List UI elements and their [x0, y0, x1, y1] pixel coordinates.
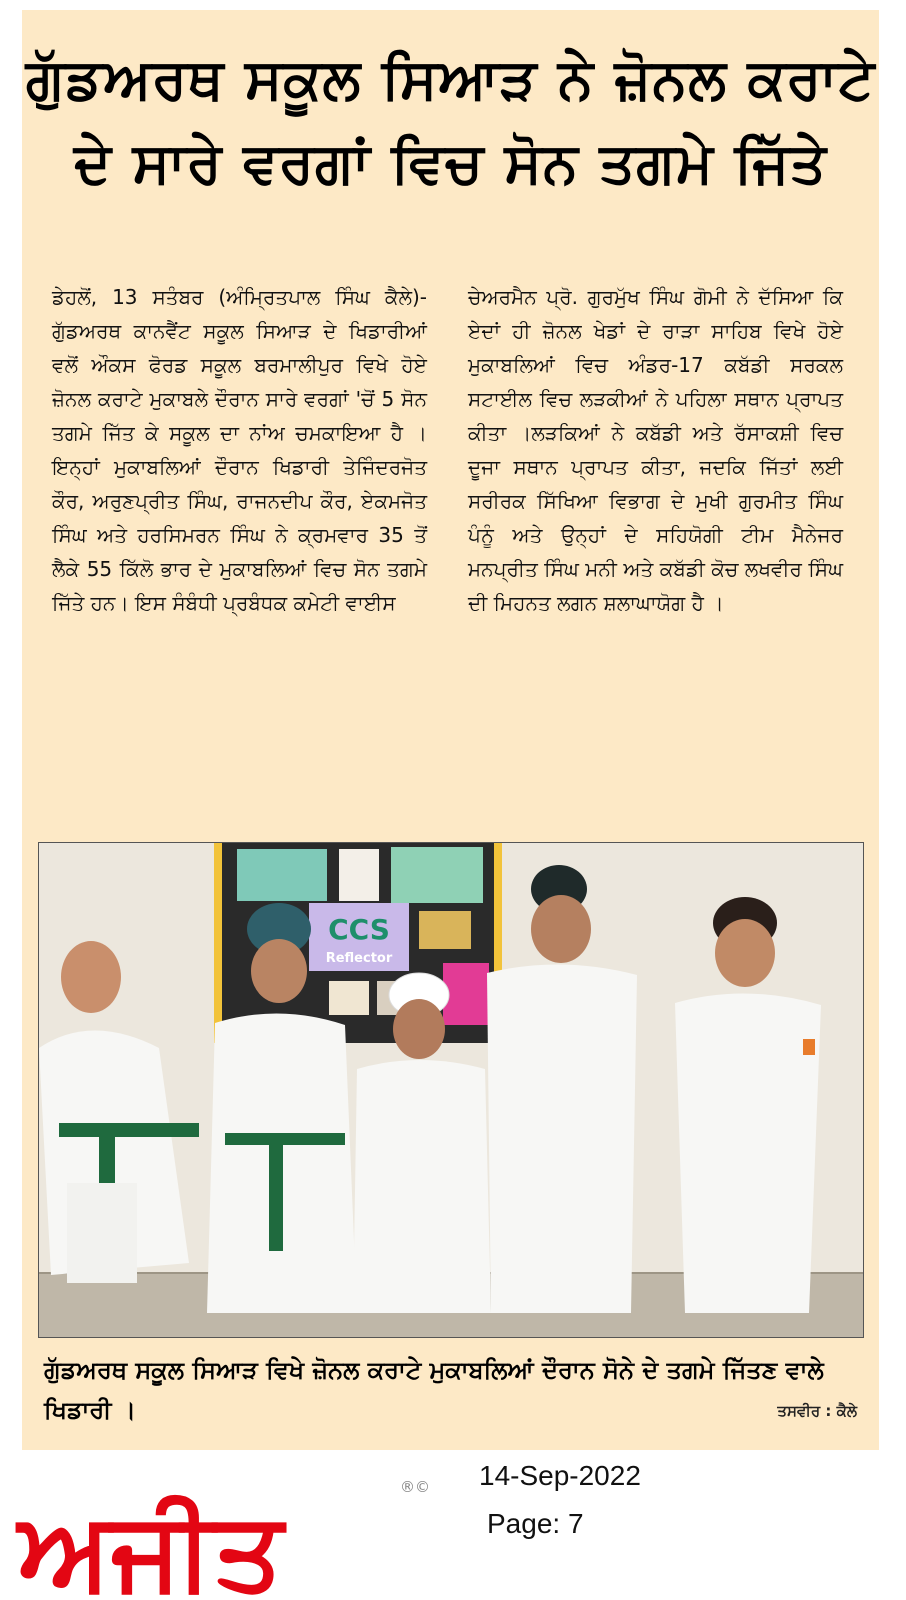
headline — [22, 38, 879, 206]
headline-line-2: ਦੇ ਸਾਰੇ ਵਰਗਾਂ ਵਿਚ ਸੋਨ ਤਗਮੇ ਜਿੱਤੇ — [74, 131, 827, 196]
page-number: Page: 7 — [487, 1508, 584, 1539]
photo-caption: ਗੁੱਡਅਰਥ ਸਕੂਲ ਸਿਆੜ ਵਿਖੇ ਜ਼ੋਨਲ ਕਰਾਟੇ ਮੁਕਾਬਲਿਆਂ ਦੌਰਾਨ ਸੋਨੇ ਦੇ ਤਗਮੇ ਜਿੱਤਣ ਵਾਲੇ ਖਿਡਾਰੀ । — [44, 1356, 824, 1424]
registered-marks: ®© — [400, 1478, 430, 1496]
team-photo — [38, 842, 864, 1338]
article-column-right: ਚੇਅਰਮੈਨ ਪ੍ਰੋ. ਗੁਰਮੁੱਖ ਸਿੰਘ ਗੋਮੀ ਨੇ ਦੱਸਿਆ ਕਿ ਏਦਾਂ ਹੀ ਜ਼ੋਨਲ ਖੇਡਾਂ ਦੇ ਰਾੜਾ ਸਾਹਿਬ ਵਿਖੇ ਹੋਏ ਮੁਕਾਬਲਿਆਂ ਵਿਚ ਅੰਡਰ-17 ਕਬੱਡੀ ਸਰਕਲ ਸਟਾਈਲ ਵਿਚ ਲੜਕੀਆਂ ਨੇ ਪਹਿਲਾ ਸਥਾਨ ਪ੍ਰਾਪਤ ਕੀਤਾ ।ਲੜਕਿਆਂ ਨੇ ਕਬੱਡੀ ਅਤੇ ਰੱਸਾਕਸ਼ੀ ਵਿਚ ਦੂਜਾ ਸਥਾਨ ਪ੍ਰਾਪਤ ਕੀਤਾ, ਜਦਕਿ ਜਿੱਤਾਂ ਲਈ ਸਰੀਰਕ ਸਿੱਖਿਆ ਵਿਭਾਗ ਦੇ ਮੁਖੀ ਗੁਰਮੀਤ ਸਿੰਘ ਪੰਨੂੰ ਅਤੇ ਉਨ੍ਹਾਂ ਦੇ ਸਹਿਯੋਗੀ ਟੀਮ ਮੈਨੇਜਰ ਮਨਪ੍ਰੀਤ ਸਿੰਘ ਮਨੀ ਅਤੇ ਕਬੱਡੀ ਕੋਚ ਲਖਵੀਰ ਸਿੰਘ ਦੀ ਮਿਹਨਤ ਲਗਨ ਸ਼ਲਾਘਾਯੋਗ ਹੈ । — [468, 285, 843, 615]
ajit-logo — [14, 1490, 444, 1600]
board-title-ccs: CCS — [328, 913, 390, 946]
photo-credit: ਤਸਵੀਰ : ਕੈਲੇ — [777, 1402, 857, 1420]
publication-date: 14-Sep-2022 — [479, 1460, 641, 1491]
ajit-logo-text: ਅਜੀਤ — [18, 1490, 284, 1600]
news-clipping — [22, 10, 879, 1450]
article-column-left: ਡੇਹਲੋਂ, 13 ਸਤੰਬਰ (ਅੰਮ੍ਰਿਤਪਾਲ ਸਿੰਘ ਕੈਲੇ)-ਗੁੱਡਅਰਥ ਕਾਨਵੈਂਟ ਸਕੂਲ ਸਿਆੜ ਦੇ ਖਿਡਾਰੀਆਂ ਵਲੋਂ ਔਕਸ ਫੋਰਡ ਸਕੂਲ ਬਰਮਾਲੀਪੁਰ ਵਿਖੇ ਹੋਏ ਜ਼ੋਨਲ ਕਰਾਟੇ ਮੁਕਾਬਲੇ ਦੌਰਾਨ ਸਾਰੇ ਵਰਗਾਂ 'ਚੋਂ 5 ਸੋਨ ਤਗਮੇ ਜਿੱਤ ਕੇ ਸਕੂਲ ਦਾ ਨਾਂਅ ਚਮਕਾਇਆ ਹੈ । ਇਨ੍ਹਾਂ ਮੁਕਾਬਲਿਆਂ ਦੌਰਾਨ ਖਿਡਾਰੀ ਤੇਜਿੰਦਰਜੋਤ ਕੌਰ, ਅਰੁਣਪ੍ਰੀਤ ਸਿੰਘ, ਰਾਜਨਦੀਪ ਕੌਰ, ਏਕਮਜੋਤ ਸਿੰਘ ਅਤੇ ਹਰਸਿਮਰਨ ਸਿੰਘ ਨੇ ਕ੍ਰਮਵਾਰ 35 ਤੋਂ ਲੈਕੇ 55 ਕਿੱਲੋ ਭਾਰ ਦੇ ਮੁਕਾਬਲਿਆਂ ਵਿਚ ਸੋਨ ਤਗਮੇ ਜਿੱਤੇ ਹਨ। ਇਸ ਸੰਬੰਧੀ ਪ੍ਰਬੰਧਕ ਕਮੇਟੀ ਵਾਈਸ — [52, 285, 427, 615]
headline-line-1: ਗੁੱਡਅਰਥ ਸਕੂਲ ਸਿਆੜ ਨੇ ਜ਼ੋਨਲ ਕਰਾਟੇ — [25, 47, 876, 112]
board-title-reflector: Reflector — [325, 951, 393, 966]
team-photo-illustration — [39, 843, 863, 1337]
